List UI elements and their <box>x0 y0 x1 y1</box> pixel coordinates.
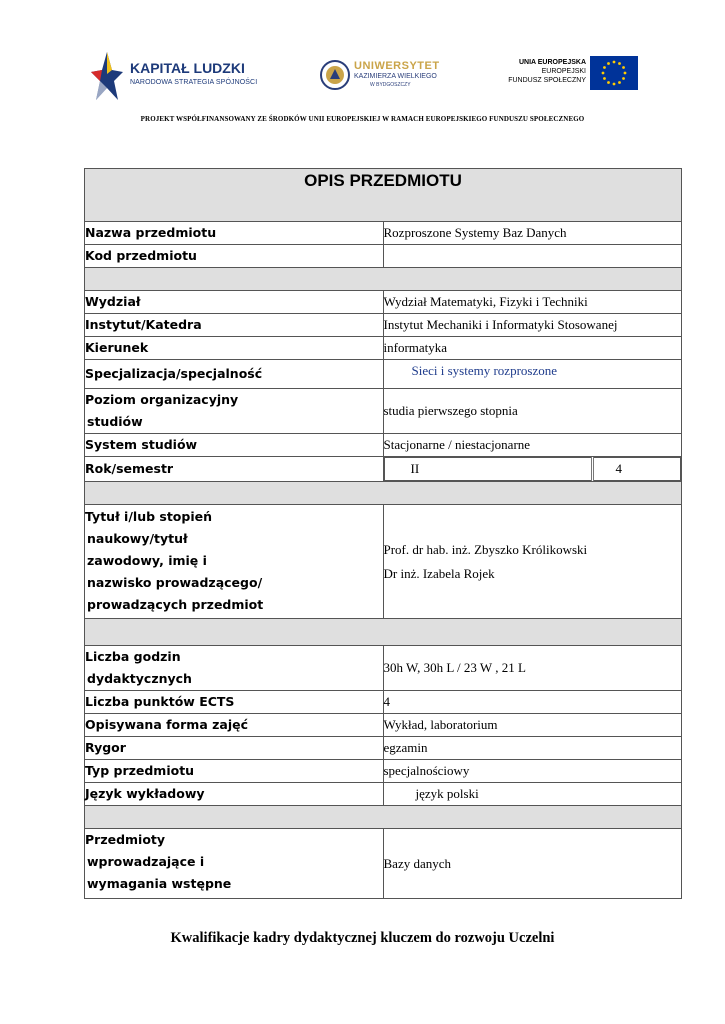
value-poziom: studia pierwszego stopnia <box>383 389 682 434</box>
row-poziom <box>85 389 682 434</box>
value-typ: specjalnościowy <box>383 760 682 783</box>
value-przedmioty: Bazy danych <box>383 829 682 899</box>
label-nazwa: Nazwa przedmiotu <box>85 222 384 245</box>
value-rygor: egzamin <box>383 737 682 760</box>
value-jezyk: język polski <box>383 783 682 806</box>
label-tytul-line-3: zawodowy, imię i <box>87 553 207 568</box>
row-nazwa <box>85 222 682 245</box>
eu-logo <box>508 56 638 96</box>
label-godziny-line-2: dydaktycznych <box>87 671 192 686</box>
rok-semestr-split <box>384 457 682 481</box>
university-city: W BYDGOSZCZY <box>370 82 411 88</box>
separator-row <box>85 482 682 505</box>
label-jezyk: Język wykładowy <box>85 783 384 806</box>
gray-separator <box>85 619 682 646</box>
university-subname: KAZIMIERZA WIELKIEGO <box>354 73 437 80</box>
row-specjalizacja <box>85 360 682 389</box>
row-kod <box>85 245 682 268</box>
university-name: UNIWERSYTET <box>354 60 440 72</box>
eu-line-2: EUROPEJSKI <box>541 68 586 75</box>
footer-slogan: Kwalifikacje kadry dydaktycznej kluczem do rozwoju Uczelni <box>170 930 555 946</box>
lecturer-1: Prof. dr hab. inż. Zbyszko Królikowski <box>383 541 588 557</box>
eu-flag-star <box>602 72 605 75</box>
label-kod: Kod przedmiotu <box>85 245 384 268</box>
gray-separator <box>85 268 682 291</box>
label-tytul-line-5: prowadzących przedmiot <box>87 597 264 612</box>
label-tytul-line-4: nazwisko prowadzącego/ <box>87 575 263 590</box>
eu-flag-star <box>613 83 616 86</box>
value-ects: 4 <box>383 691 682 714</box>
eu-flag-star <box>618 81 621 84</box>
star-logo-icon <box>90 50 124 102</box>
label-tytul <box>85 505 384 619</box>
label-wydzial: Wydział <box>85 291 384 314</box>
eu-flag-star <box>603 66 606 69</box>
separator-row <box>85 806 682 829</box>
row-kierunek <box>85 337 682 360</box>
row-system <box>85 434 682 457</box>
value-instytut: Instytut Mechaniki i Informatyki Stosowanej <box>383 314 682 337</box>
label-przedmioty-line-3: wymagania wstępne <box>87 876 232 891</box>
value-tytul <box>383 505 682 619</box>
title-row <box>85 169 682 222</box>
label-specjalizacja: Specjalizacja/specjalność <box>85 360 384 389</box>
label-godziny-line-1: Liczba godzin <box>85 649 181 664</box>
eu-flag-star <box>607 81 610 84</box>
label-tytul-line-1: Tytuł i/lub stopień <box>85 509 213 524</box>
label-przedmioty-line-1: Przedmioty <box>85 832 166 847</box>
label-typ: Typ przedmiotu <box>85 760 384 783</box>
value-godziny: 30h W, 30h L / 23 W , 21 L <box>383 646 682 691</box>
eu-line-3: FUNDUSZ SPOŁECZNY <box>508 77 586 84</box>
label-przedmioty <box>85 829 384 899</box>
label-system: System studiów <box>85 434 384 457</box>
label-ects: Liczba punktów ECTS <box>85 691 384 714</box>
label-przedmioty-line-2: wprowadzające i <box>87 854 205 869</box>
value-system: Stacjonarne / niestacjonarne <box>383 434 682 457</box>
eu-flag-star <box>603 77 606 80</box>
separator-row <box>85 619 682 646</box>
course-description-table <box>84 168 682 899</box>
university-logo <box>320 58 440 98</box>
row-wydzial <box>85 291 682 314</box>
kapital-ludzki-logo <box>90 50 258 102</box>
gray-separator <box>85 482 682 505</box>
kapital-ludzki-subtitle: NARODOWA STRATEGIA SPÓJNOŚCI <box>130 79 258 86</box>
eu-text <box>508 58 586 85</box>
value-rok: II <box>384 458 592 481</box>
eu-line-1: UNIA EUROPEJSKA <box>518 59 586 66</box>
row-instytut <box>85 314 682 337</box>
row-forma <box>85 714 682 737</box>
value-nazwa: Rozproszone Systemy Baz Danych <box>383 222 682 245</box>
eu-flag-star <box>613 61 616 64</box>
eu-flag-star <box>624 72 627 75</box>
value-specjalizacja: Sieci i systemy rozproszone <box>383 360 682 389</box>
row-rok <box>85 457 682 482</box>
row-ects <box>85 691 682 714</box>
label-rok: Rok/semestr <box>85 457 384 482</box>
title-cell <box>85 169 682 222</box>
card-title: OPIS PRZEDMIOTU <box>304 171 462 190</box>
value-semestr: 4 <box>592 458 681 481</box>
row-przedmioty <box>85 829 682 899</box>
eu-flag-star <box>607 62 610 65</box>
project-cofinancing-line: PROJEKT WSPÓŁFINANSOWANY ZE ŚRODKÓW UNII EUROPEJSKIEJ W RAMACH EUROPEJSKIEGO FUNDUSZU SPOŁECZNEGO <box>140 115 585 123</box>
value-rok-cell <box>383 457 682 482</box>
row-tytul <box>85 505 682 619</box>
row-typ <box>85 760 682 783</box>
label-rygor: Rygor <box>85 737 384 760</box>
eu-flag-icon <box>590 56 638 90</box>
university-seal-icon <box>320 60 350 90</box>
eu-flag-star <box>622 66 625 69</box>
row-rygor <box>85 737 682 760</box>
label-godziny <box>85 646 384 691</box>
label-poziom-line-1: Poziom organizacyjny <box>85 392 239 407</box>
value-wydzial: Wydział Matematyki, Fizyki i Techniki <box>383 291 682 314</box>
eu-flag-star <box>622 77 625 80</box>
row-godziny <box>85 646 682 691</box>
document-header <box>0 40 725 110</box>
label-kierunek: Kierunek <box>85 337 384 360</box>
kapital-ludzki-title: KAPITAŁ LUDZKI <box>130 60 245 76</box>
value-kierunek: informatyka <box>383 337 682 360</box>
label-forma: Opisywana forma zajęć <box>85 714 384 737</box>
label-poziom <box>85 389 384 434</box>
value-kod <box>383 245 682 268</box>
label-tytul-line-2: naukowy/tytuł <box>87 531 188 546</box>
gray-separator <box>85 806 682 829</box>
value-forma: Wykład, laboratorium <box>383 714 682 737</box>
eu-flag-star <box>618 62 621 65</box>
lecturer-2: Dr inż. Izabela Rojek <box>383 565 495 581</box>
label-poziom-line-2: studiów <box>87 414 143 429</box>
separator-row <box>85 268 682 291</box>
row-jezyk <box>85 783 682 806</box>
label-instytut: Instytut/Katedra <box>85 314 384 337</box>
